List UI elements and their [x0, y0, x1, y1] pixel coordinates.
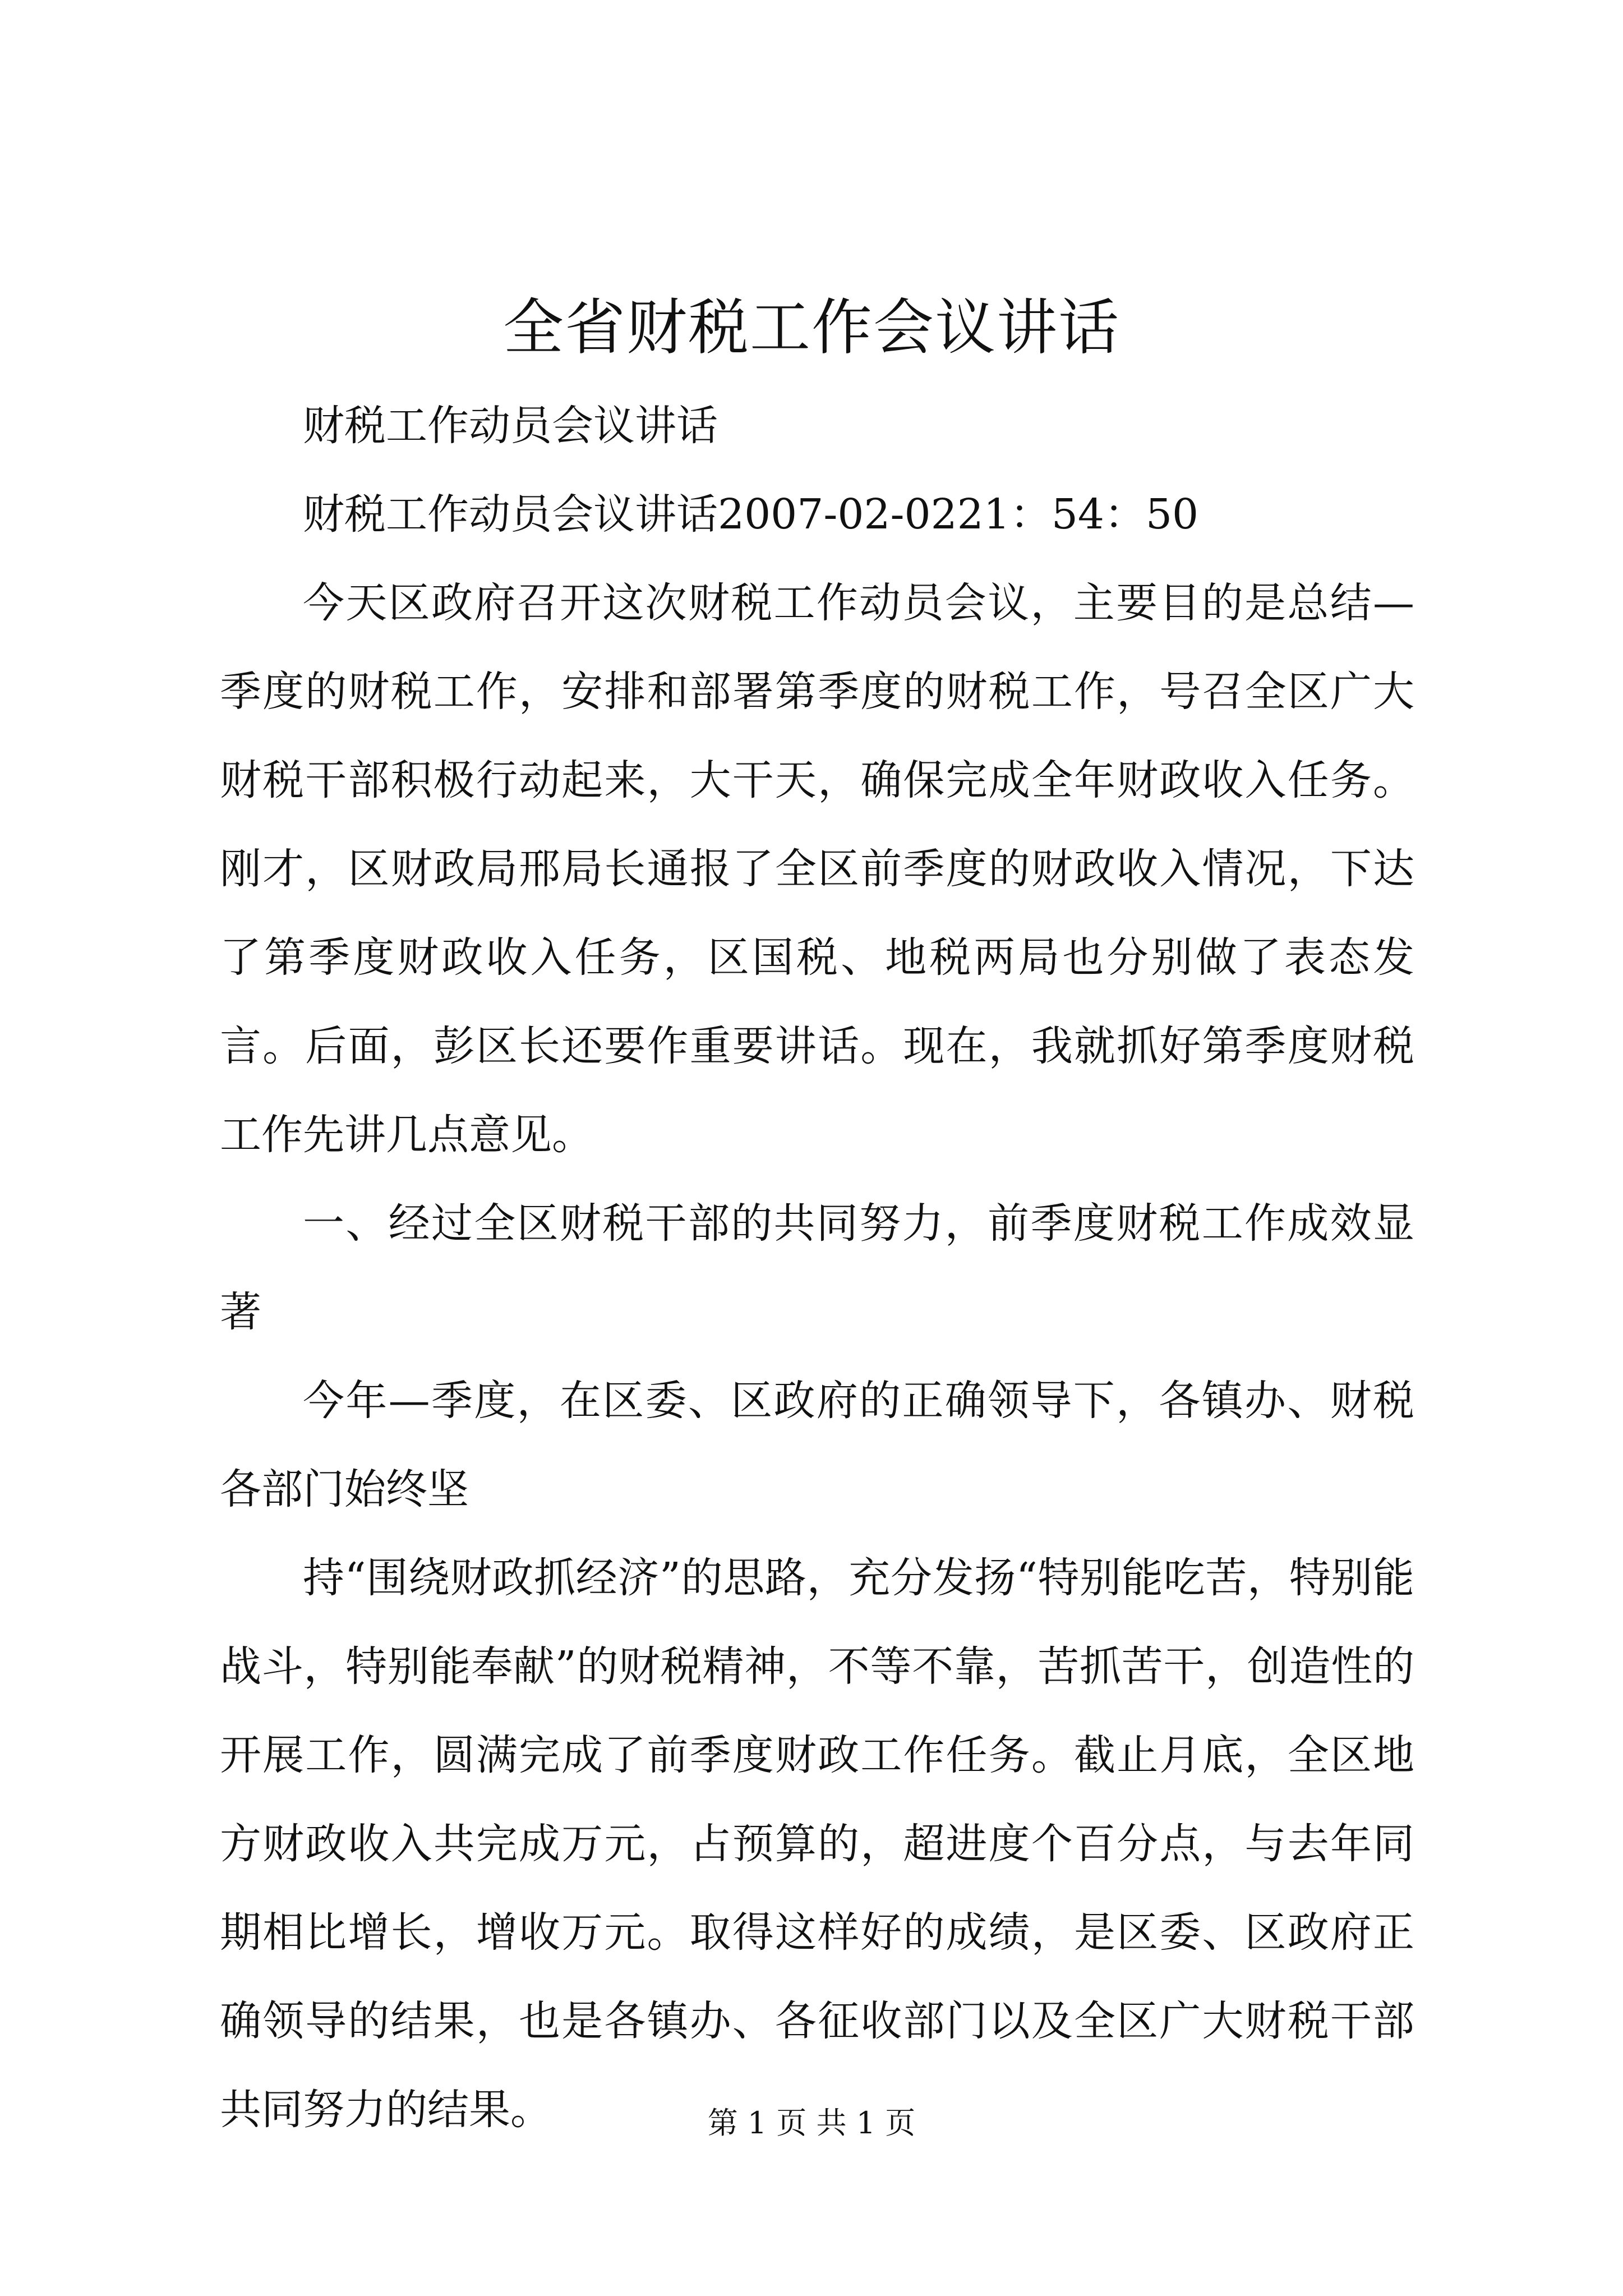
paragraph-achievements: 持“围绕财政抓经济”的思路，充分发扬“特别能吃苦，特别能战斗，特别能奉献”的财税精神，不等不靠，苦抓苦干，创造性的开展工作，圆满完成了前季度财政工作任务。截止月底，全区地方财政收入共完成万元，占预算的，超进度个百分点，与去年同期相比增长，增收万元。取得这样好的成绩，是区委、区政府正确领导的结果，也是各镇办、各征收部门以及全区广大财税干部共同努力的结果。 [220, 1554, 1414, 2134]
paragraph-dateline: 财税工作动员会议讲话2007-02-0221：54：50 [303, 490, 1199, 539]
paragraph-subtitle: 财税工作动员会议讲话 [303, 402, 718, 450]
paragraph-intro: 今天区政府召开这次财税工作动员会议，主要目的是总结—季度的财税工作，安排和部署第季度的财税工作，号召全区广大财税干部积极行动起来，大干天，确保完成全年财政收入任务。刚才，区财政局邢局长通报了全区前季度的财政收入情况，下达了第季度财政收入任务，区国税、地税两局也分别做了表态发言。后面，彭区长还要作重要讲话。现在，我就抓好第季度财税工作先讲几点意见。 [220, 579, 1414, 1159]
document-title: 全省财税工作会议讲话 [502, 293, 1120, 363]
page-footer: 第 1 页 共 1 页 [707, 2105, 916, 2141]
paragraph-section-heading: 一、经过全区财税干部的共同努力，前季度财税工作成效显著 [220, 1199, 1414, 1336]
paragraph-quarter-summary: 今年—季度，在区委、区政府的正确领导下，各镇办、财税各部门始终坚 [220, 1377, 1414, 1513]
document-body [220, 381, 1414, 2154]
